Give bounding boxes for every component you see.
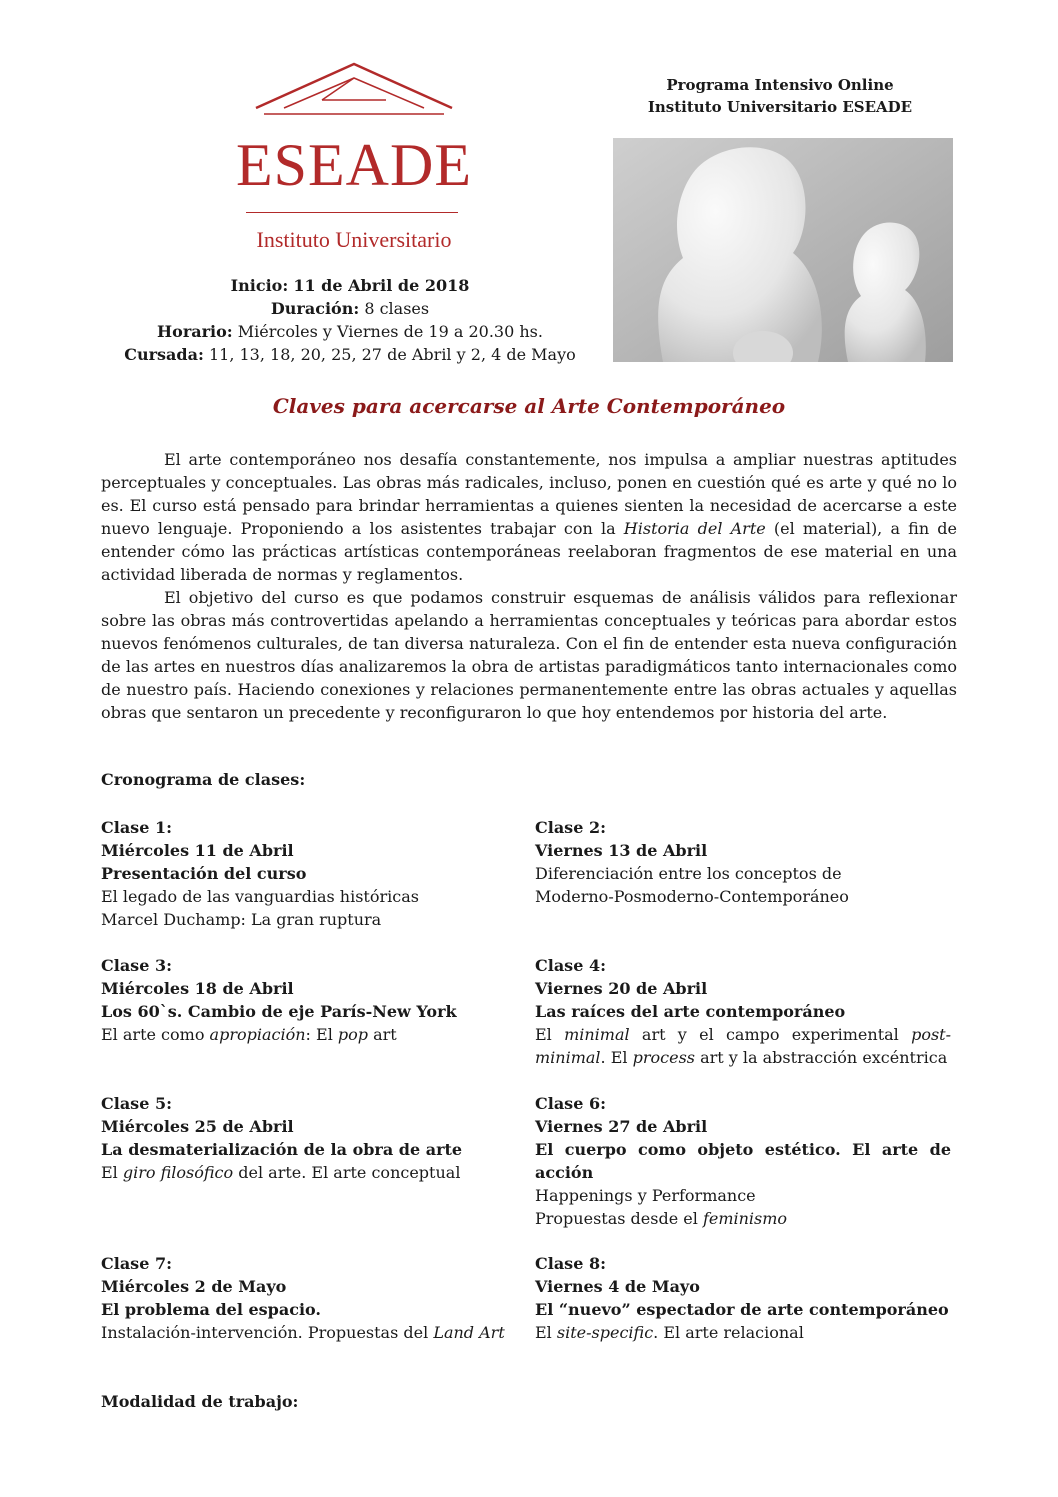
class-date: Miércoles 25 de Abril [101, 1117, 294, 1136]
duracion-label: Duración: [270, 299, 360, 318]
class-detail: Marcel Duchamp: La gran ruptura [101, 910, 382, 929]
class-topic: El cuerpo como objeto estético. El arte de acción [535, 1140, 951, 1182]
text: del arte. El arte conceptual [233, 1163, 461, 1182]
text: El arte como [101, 1025, 210, 1044]
class-8 [535, 1252, 951, 1344]
class-topic: Las raíces del arte contemporáneo [535, 1002, 846, 1021]
class-4 [535, 954, 951, 1069]
class-6 [535, 1092, 951, 1230]
description-paragraph-2: El objetivo del curso es que podamos construir esquemas de análisis válidos para reflexionar sobre las obras más controvertidas apelando a herramientas conceptuales y teóricas para abordar estos nuevos fenómenos culturales, de tan diversa naturaleza. Con el fin de entender esta nueva configuración de las artes en nuestros días analizaremos la obra de artistas paradigmáticos tanto internacionales como de nuestro país. Haciendo conexiones y relaciones permanentemente entre las obras actuales y aquellas obras que sentaron un precedente y reconfiguraron lo que hoy entendemos por historia del arte. [101, 588, 957, 722]
course-info [100, 274, 600, 366]
italic-text: pop [337, 1025, 369, 1044]
class-date: Miércoles 18 de Abril [101, 979, 294, 998]
text: : El [305, 1025, 338, 1044]
logo-divider [246, 212, 458, 213]
class-detail [535, 1207, 951, 1230]
text: . El [600, 1048, 633, 1067]
course-title: Claves para acercarse al Arte Contemporáneo [272, 394, 786, 418]
italic-text: feminismo [702, 1209, 788, 1228]
text: . El arte relacional [653, 1323, 804, 1342]
class-detail [101, 1161, 521, 1184]
class-detail: El legado de las vanguardias históricas [101, 887, 419, 906]
eseade-logo [196, 62, 512, 262]
text: art [368, 1025, 397, 1044]
class-topic: La desmaterialización de la obra de arte [101, 1140, 463, 1159]
program-line-2: Instituto Universitario ESEADE [647, 98, 913, 116]
class-detail [101, 1023, 521, 1046]
italic-text: post-minimal [535, 1025, 951, 1067]
p1-text-end: (el material), a fin de entender cómo las prácticas artísticas contemporáneas reelaboran fragmentos de ese material en una actividad liberada de normas y reglamentos. [101, 519, 958, 584]
class-number: Clase 4: [535, 956, 606, 975]
class-date: Miércoles 2 de Mayo [101, 1277, 287, 1296]
duracion-value: 8 clases [364, 299, 430, 318]
italic-text: apropiación [209, 1025, 306, 1044]
modality-heading: Modalidad de trabajo: [101, 1392, 299, 1411]
info-inicio [100, 274, 600, 297]
italic-text: site-specific [556, 1323, 654, 1342]
class-number: Clase 3: [101, 956, 172, 975]
class-2 [535, 816, 951, 908]
class-detail: Diferenciación entre los conceptos de [535, 864, 842, 883]
inicio-value: 11 de Abril de 2018 [293, 276, 470, 295]
class-detail [535, 1321, 951, 1344]
program-line-1: Programa Intensivo Online [666, 76, 894, 94]
schedule-heading: Cronograma de clases: [101, 770, 306, 789]
class-number: Clase 6: [535, 1094, 606, 1113]
italic-text: Land Art [433, 1323, 505, 1342]
text: Propuestas desde el [535, 1209, 703, 1228]
cursada-value: 11, 13, 18, 20, 25, 27 de Abril y 2, 4 de Mayo [208, 345, 576, 364]
logo-brand-text: ESEADE [236, 132, 472, 198]
p1-italic: Historia del Arte [623, 519, 766, 538]
text: El [535, 1323, 557, 1342]
class-5 [101, 1092, 521, 1184]
text: Instalación-intervención. Propuestas del [101, 1323, 434, 1342]
class-detail: Happenings y Performance [535, 1186, 756, 1205]
class-topic: El “nuevo” espectador de arte contemporáneo [535, 1300, 949, 1319]
italic-text: giro filosófico [122, 1163, 234, 1182]
class-7 [101, 1252, 521, 1344]
program-header [610, 74, 950, 118]
text: art y la abstracción excéntrica [694, 1048, 948, 1067]
horario-value: Miércoles y Viernes de 19 a 20.30 hs. [237, 322, 543, 341]
inicio-label: Inicio: [230, 276, 289, 295]
class-date: Viernes 4 de Mayo [535, 1277, 700, 1296]
class-number: Clase 8: [535, 1254, 606, 1273]
p1-text-start: El arte contemporáneo nos desafía constantemente, nos impulsa a ampliar nuestras aptitudes perceptuales y conceptuales. Las obras más radicales, incluso, ponen en cuestión qué es arte y qué no lo es. El curso está pensado para brindar herramientas a quienes sienten la necesidad de acercarse a este nuevo lenguaje. Proponiendo a los asistentes trabajar con la [101, 450, 957, 538]
class-detail [101, 1321, 521, 1344]
horario-label: Horario: [157, 322, 233, 341]
italic-text: process [632, 1048, 695, 1067]
class-number: Clase 7: [101, 1254, 172, 1273]
class-1 [101, 816, 521, 931]
description-paragraph-1 [101, 448, 957, 586]
class-number: Clase 2: [535, 818, 606, 837]
class-topic: Presentación del curso [101, 864, 307, 883]
roof-logo-icon [254, 62, 454, 122]
sculpture-photo [613, 138, 953, 362]
info-horario [100, 320, 600, 343]
class-3 [101, 954, 521, 1046]
class-detail [535, 1023, 951, 1069]
class-number: Clase 1: [101, 818, 172, 837]
class-date: Viernes 27 de Abril [535, 1117, 708, 1136]
info-cursada [100, 343, 600, 366]
class-date: Viernes 20 de Abril [535, 979, 708, 998]
info-duracion [100, 297, 600, 320]
class-number: Clase 5: [101, 1094, 172, 1113]
class-date: Miércoles 11 de Abril [101, 841, 294, 860]
text: art y el campo experimental [629, 1025, 912, 1044]
logo-subtitle: Instituto Universitario [256, 227, 452, 252]
class-date: Viernes 13 de Abril [535, 841, 708, 860]
text: El [535, 1025, 565, 1044]
class-topic: Los 60`s. Cambio de eje París-New York [101, 1002, 457, 1021]
cursada-label: Cursada: [124, 345, 204, 364]
text: El [101, 1163, 123, 1182]
italic-text: minimal [564, 1025, 630, 1044]
class-detail: Moderno-Posmoderno-Contemporáneo [535, 887, 849, 906]
class-topic: El problema del espacio. [101, 1300, 321, 1319]
